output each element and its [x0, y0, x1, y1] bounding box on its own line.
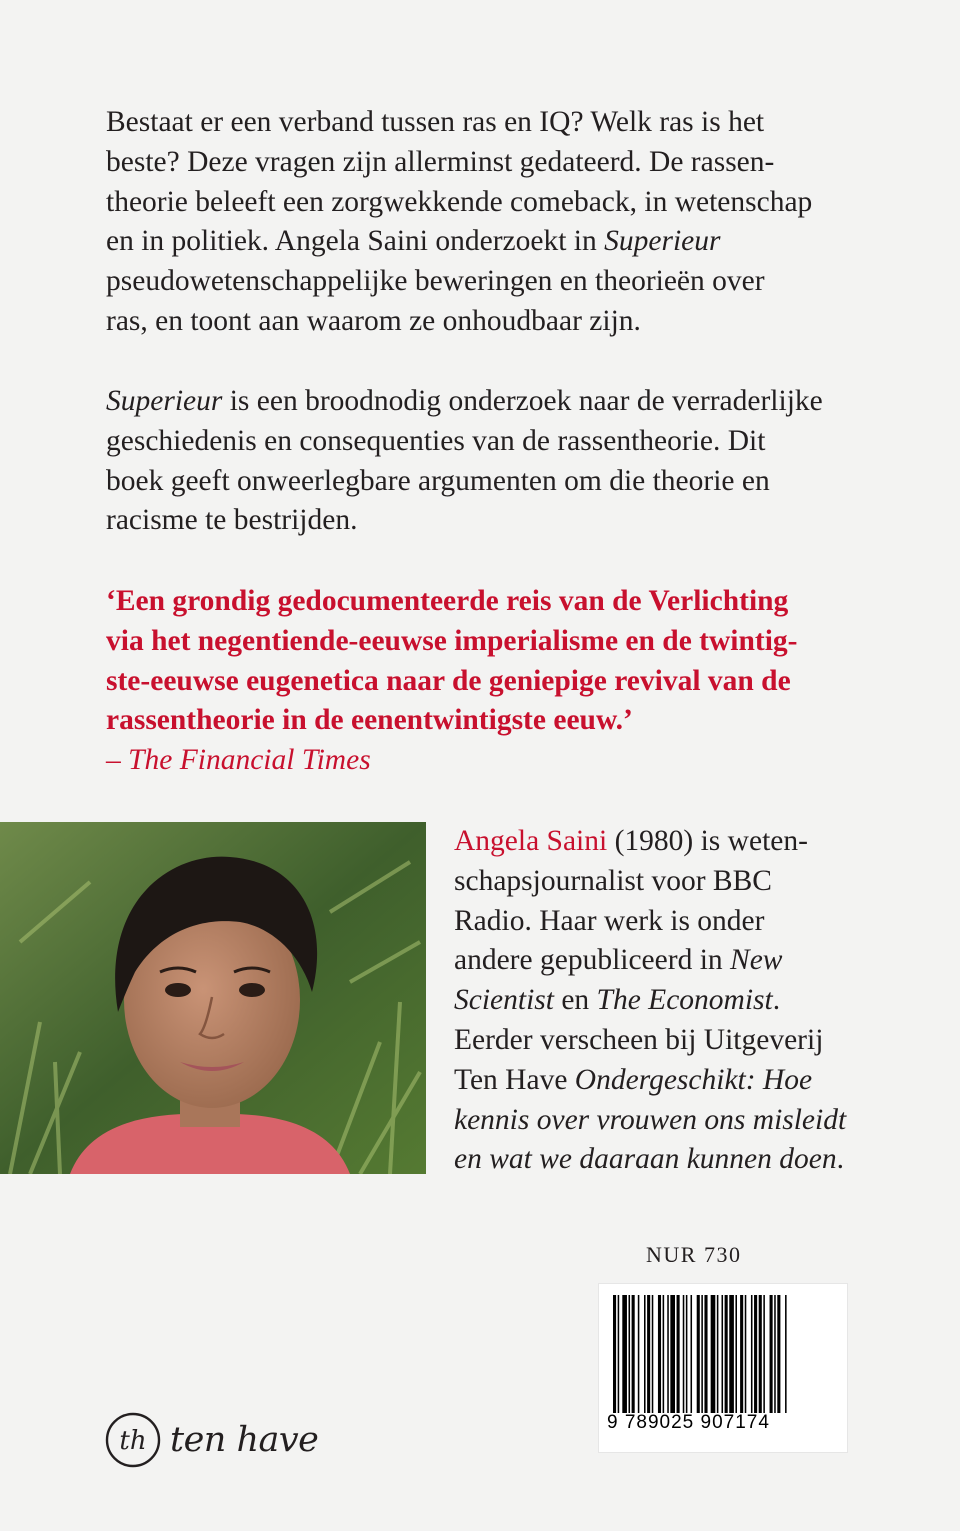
barcode-bar — [667, 1295, 669, 1413]
blurb-text: en in politiek. Angela Saini onderzoekt in — [106, 225, 597, 258]
bio-line — [454, 941, 894, 981]
barcode-bar — [777, 1295, 780, 1413]
barcode-bar — [701, 1295, 703, 1413]
blurb-line — [106, 382, 866, 422]
barcode-bars — [613, 1295, 835, 1413]
barcode-bar — [677, 1295, 680, 1413]
bio-line — [454, 822, 894, 862]
blurb-line: ras, en toont aan waarom ze onhoudbaar zijn. — [106, 304, 641, 337]
quote-line: ‘Een grondig gedocumenteerde reis van de Verlichting — [106, 585, 789, 617]
bio-line — [454, 981, 894, 1021]
author-photo — [0, 822, 426, 1174]
nur-code: NUR 730 — [646, 1242, 742, 1267]
publisher-logo — [104, 1410, 318, 1470]
barcode-bar — [670, 1295, 675, 1413]
barcode-bar — [629, 1295, 631, 1413]
author-portrait-image — [0, 822, 426, 1174]
blurb-line: boek geeft onweerlegbare argumenten om die theorie en — [106, 464, 770, 497]
barcode-bar — [652, 1295, 654, 1413]
bio-text: en — [553, 984, 597, 1017]
bio-text: Ten Have — [454, 1063, 575, 1096]
quote-source: – The Financial Times — [106, 744, 371, 777]
barcode-bar — [735, 1295, 737, 1413]
barcode-bar — [683, 1295, 685, 1413]
bio-text: (1980) is weten- — [607, 825, 808, 857]
bio-line — [454, 1140, 894, 1180]
bio-text: . — [772, 984, 781, 1017]
barcode-bar — [725, 1295, 728, 1413]
barcode-bar — [722, 1295, 724, 1413]
barcode-bar — [647, 1295, 650, 1413]
barcode-bar — [697, 1295, 700, 1413]
barcode-bar — [691, 1295, 693, 1413]
barcode-bar — [763, 1295, 765, 1413]
bio-line — [454, 1101, 894, 1141]
publisher-mark-icon — [104, 1411, 162, 1469]
barcode-bar — [658, 1295, 661, 1413]
publisher-mark-letters: th — [119, 1426, 147, 1456]
barcode-bar — [638, 1295, 640, 1413]
book-title: Ondergeschikt: Hoe — [574, 1063, 813, 1096]
barcode-bar — [632, 1295, 635, 1413]
barcode-bar — [740, 1295, 743, 1413]
isbn-number: 9 789025 907174 — [607, 1412, 770, 1433]
barcode-bar — [711, 1295, 716, 1413]
review-quote — [106, 582, 866, 781]
book-title: en wat we daaraan kunnen doen — [454, 1143, 837, 1176]
blurb-line — [106, 222, 866, 262]
barcode-bar — [663, 1295, 665, 1413]
bio-line: Radio. Haar werk is onder — [454, 904, 765, 937]
barcode-bar — [622, 1295, 627, 1413]
barcode-bar — [759, 1295, 762, 1413]
barcode-bar — [774, 1295, 776, 1413]
barcode — [598, 1283, 848, 1453]
bio-text: andere gepubliceerd in — [454, 944, 731, 977]
barcode-bar — [644, 1295, 646, 1413]
bio-line — [454, 1061, 894, 1101]
barcode-bar — [770, 1295, 773, 1413]
quote-line: via het negentiende-eeuwse imperialisme en de twintig- — [106, 624, 798, 657]
barcode-bar — [613, 1295, 616, 1413]
barcode-bar — [704, 1295, 707, 1413]
barcode-bar — [745, 1295, 747, 1413]
barcode-bar — [751, 1295, 753, 1413]
blurb-paragraph-2 — [106, 382, 866, 541]
blurb-text: is een broodnodig onderzoek naar de verraderlijke — [222, 385, 823, 417]
barcode-bar — [785, 1295, 787, 1413]
book-title: kennis over vrouwen ons misleidt — [454, 1103, 847, 1136]
blurb-line: racisme te bestrijden. — [106, 504, 358, 537]
blurb-line: geschiedenis en consequenties van de rassentheorie. Dit — [106, 424, 766, 457]
blurb-line: pseudowetenschappelijke beweringen en theorieën over — [106, 265, 765, 298]
barcode-bar — [618, 1295, 620, 1413]
blurb-line: theorie beleeft een zorgwekkende comeback, in wetenschap — [106, 185, 813, 218]
barcode-bar — [686, 1295, 688, 1413]
publication-title: New — [730, 944, 783, 977]
barcode-bar — [754, 1295, 757, 1413]
blurb-line: Bestaat er een verband tussen ras en IQ? Welk ras is het — [106, 106, 765, 138]
publication-title: The Economist — [596, 984, 773, 1017]
bio-line: Eerder verscheen bij Uitgeverij — [454, 1023, 824, 1056]
bio-text: . — [836, 1143, 844, 1176]
barcode-bar — [717, 1295, 719, 1413]
quote-line: rassentheorie in de eenentwintigste eeuw.’ — [106, 704, 633, 737]
bio-line: schapsjournalist voor BBC — [454, 864, 772, 897]
publisher-name: ten have — [170, 1420, 319, 1460]
book-title: Superieur — [604, 225, 721, 258]
blurb-line: beste? Deze vragen zijn allerminst gedateerd. De rassen- — [106, 145, 775, 178]
blurb-paragraph-1 — [106, 103, 866, 342]
publication-title: Scientist — [454, 984, 554, 1017]
barcode-bar — [729, 1295, 734, 1413]
author-bio — [454, 822, 894, 1180]
quote-line: ste-eeuwse eugenetica naar de geniepige revival van de — [106, 664, 791, 697]
author-name: Angela Saini — [454, 825, 608, 857]
book-title: Superieur — [106, 385, 223, 417]
